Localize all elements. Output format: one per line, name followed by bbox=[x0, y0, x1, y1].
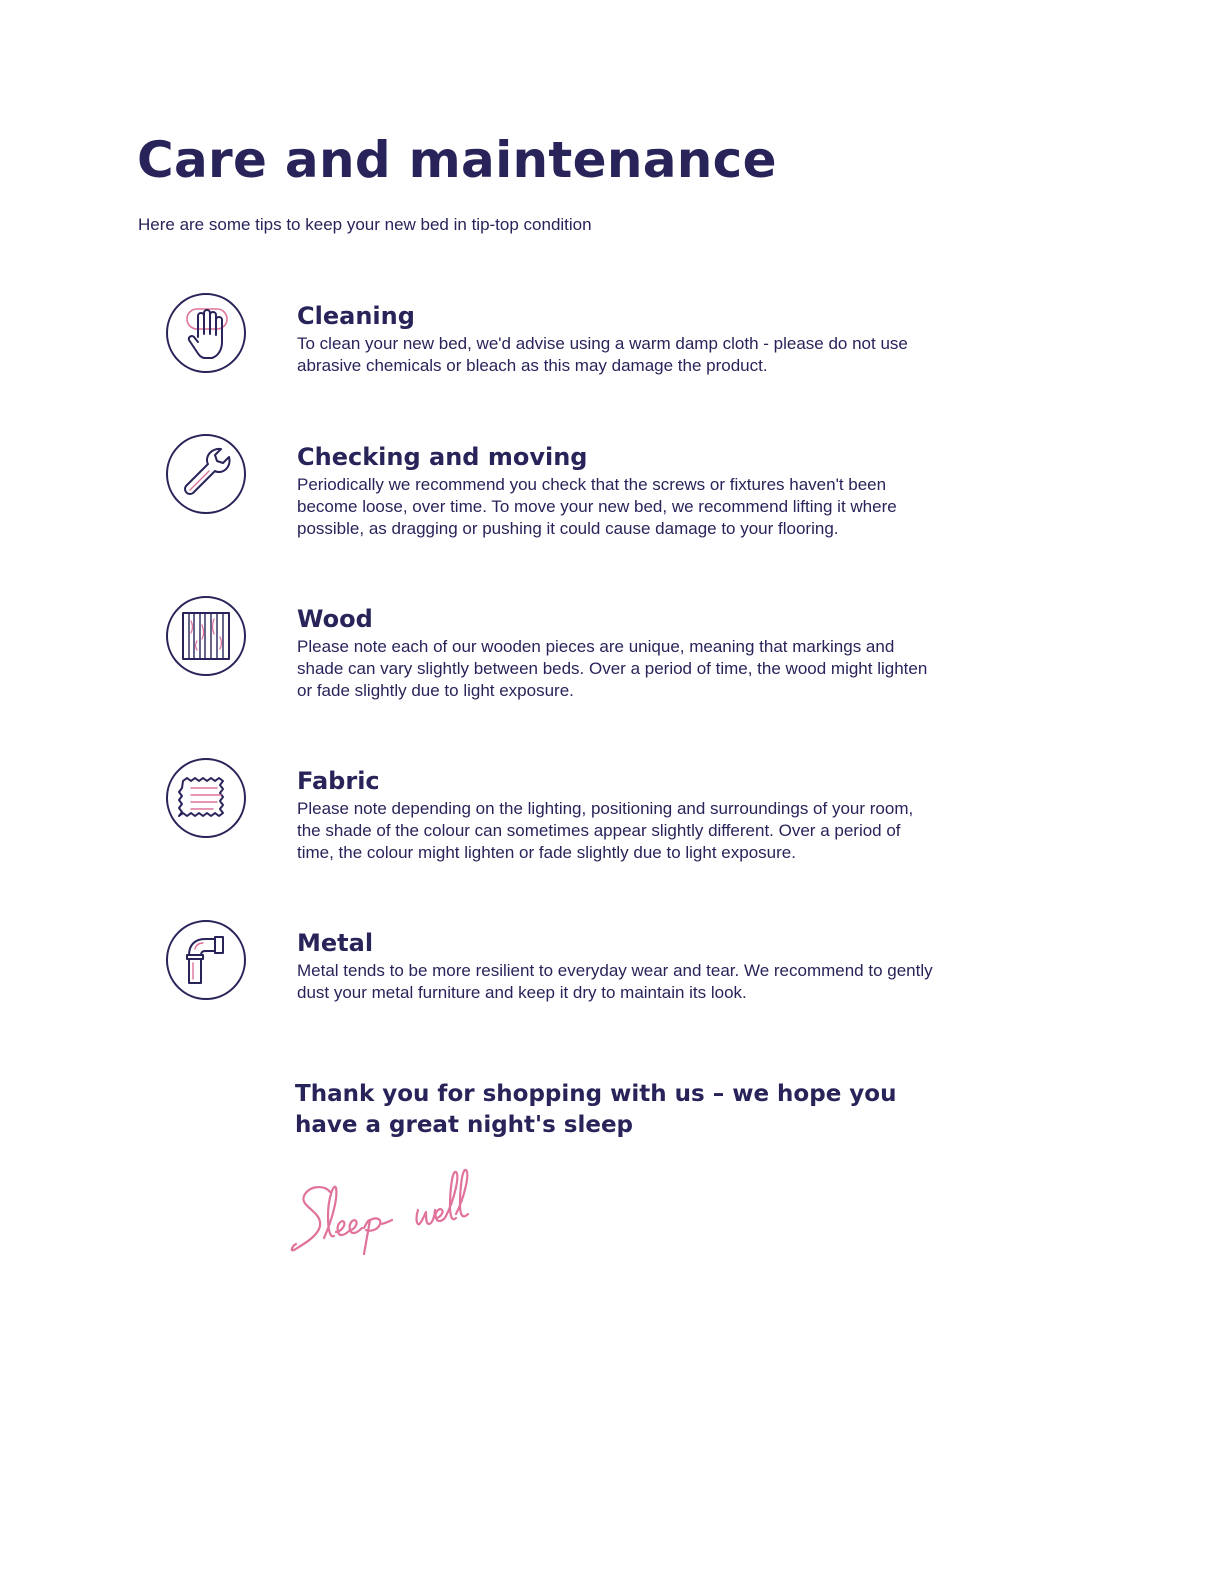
page-title: Care and maintenance bbox=[137, 131, 777, 189]
tip-body: Please note depending on the lighting, positioning and surroundings of your room, the shade of the colour can sometimes appear slightly different. Over a period of time, the colour might lighten or fade slightly due to light exposure. bbox=[297, 799, 914, 862]
tip-body: Please note each of our wooden pieces are unique, meaning that markings and shade can vary slightly between beds. Over a period of time, the wood might lighten or fade slightly due to light exposure. bbox=[297, 637, 928, 700]
intro-text: Here are some tips to keep your new bed in tip-top condition bbox=[138, 215, 592, 234]
tip-title: Fabric bbox=[297, 767, 380, 795]
tip-title: Wood bbox=[297, 605, 373, 633]
metal-pipe-icon bbox=[165, 919, 247, 1001]
hand-sponge-icon bbox=[165, 292, 247, 374]
tip-title: Checking and moving bbox=[297, 443, 588, 471]
tip-title: Metal bbox=[297, 929, 374, 957]
sleep-well-signature bbox=[290, 1160, 500, 1260]
wrench-icon bbox=[165, 433, 247, 515]
tip-body: Metal tends to be more resilient to everyday wear and tear. We recommend to gently dust your metal furniture and keep it dry to maintain its look. bbox=[297, 961, 933, 1002]
wood-grain-icon bbox=[165, 595, 247, 677]
tip-title: Cleaning bbox=[297, 302, 415, 330]
tip-body: To clean your new bed, we'd advise using a warm damp cloth - please do not use abrasive chemicals or bleach as this may damage the product. bbox=[297, 334, 908, 375]
tip-body: Periodically we recommend you check that the screws or fixtures haven't been become loose, over time. To move your new bed, we recommend lifting it where possible, as dragging or pushing it could cause damage to your flooring. bbox=[297, 475, 897, 538]
closing-thanks: Thank you for shopping with us – we hope you have a great night's sleep bbox=[295, 1081, 897, 1138]
fabric-swatch-icon bbox=[165, 757, 247, 839]
